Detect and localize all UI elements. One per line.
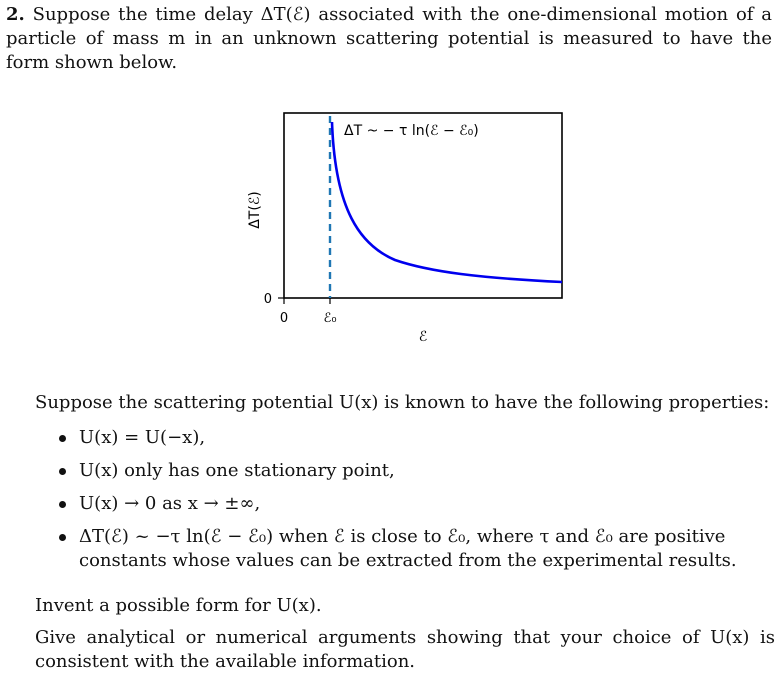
y-axis-label: ΔT(ℰ) [247, 191, 263, 229]
problem-number: 2. [6, 4, 25, 25]
delay-curve [332, 122, 562, 282]
x-axis-label: ℰ [418, 329, 428, 345]
property-text: U(x) = U(−x), [79, 427, 206, 448]
property-item [35, 492, 775, 516]
bullet-icon [59, 435, 66, 442]
property-item [35, 459, 775, 483]
problem-intro [6, 3, 772, 75]
properties-list [35, 426, 775, 582]
task-text: Invent a possible form for U(x). [35, 595, 322, 616]
problem-intro-text: Suppose the time delay ΔT(ℰ) associated with the one-dimensional motion of a particle of mass m in an unknown scattering potential is measured to have the form shown below. [6, 4, 772, 73]
curve-annotation: ΔT ~ − τ ln(ℰ − ℰ₀) [344, 123, 479, 139]
y-tick-label: 0 [263, 292, 272, 307]
instruction-text: Give analytical or numerical arguments showing that your choice of U(x) is consistent with the available information. [35, 627, 775, 672]
plot-frame [284, 113, 562, 298]
bullet-icon [59, 501, 66, 508]
x-tick-label-0: 0 [279, 311, 289, 326]
property-text: U(x) only has one stationary point, [79, 460, 395, 481]
property-item [35, 525, 775, 573]
properties-intro: Suppose the scattering potential U(x) is known to have the following properties: [35, 392, 770, 413]
property-item [35, 426, 775, 450]
property-text: ΔT(ℰ) ~ −τ ln(ℰ − ℰ₀) when ℰ is close to ℰ₀, where τ and ℰ₀ are positive constants whose values can be extracted from the experimental results. [79, 526, 737, 571]
bullet-icon [59, 534, 66, 541]
property-text: U(x) → 0 as x → ±∞, [79, 493, 261, 514]
bullet-icon [59, 468, 66, 475]
x-tick-label-e0: ℰ₀ [323, 311, 337, 326]
